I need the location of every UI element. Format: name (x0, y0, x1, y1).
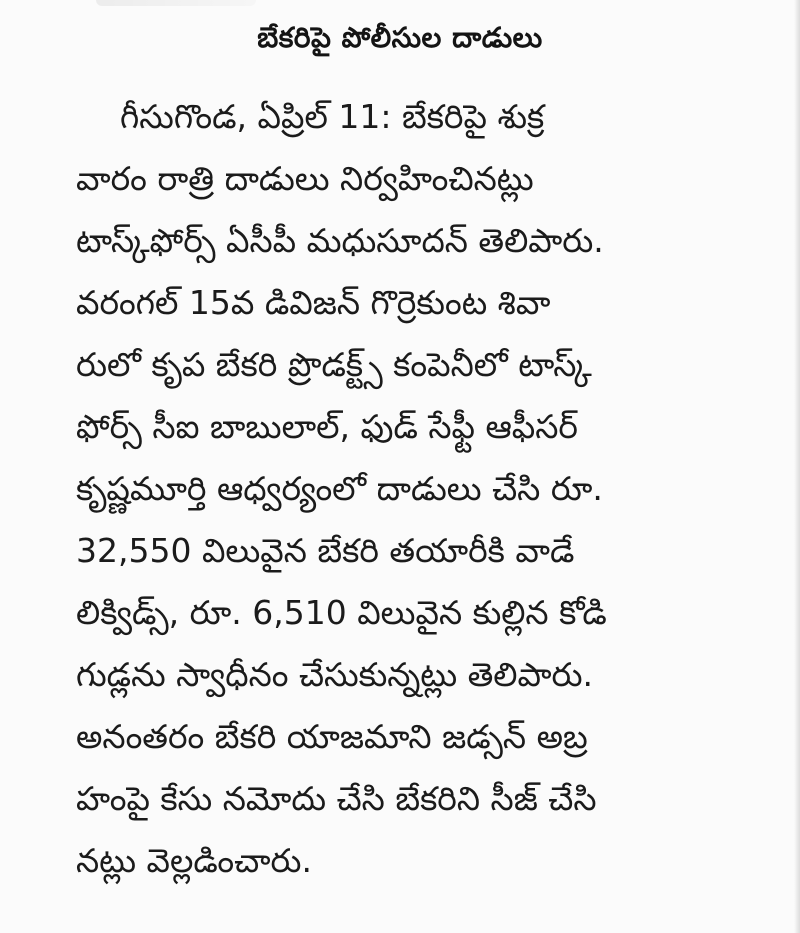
article-line: టాస్క్‌ఫోర్స్ ఏసీపీ మధుసూదన్ తెలిపారు. (76, 221, 604, 260)
article-line: వారం రాత్రి దాడులు నిర్వహించినట్లు (76, 159, 534, 198)
article-line: ఫోర్స్ సీఐ బాబులాల్, ఫుడ్ సేఫ్టీ ఆఫీసర్ (76, 407, 579, 446)
scan-edge-shadow (794, 0, 800, 933)
article-line: హంపై కేసు నమోదు చేసి బేకరిని సీజ్ చేసి (76, 779, 597, 818)
article-line: గీసుగొండ, ఏప్రిల్ 11: బేకరిపై శుక్ర (120, 97, 545, 136)
article-line: గుడ్లను స్వాధీనం చేసుకున్నట్లు తెలిపారు. (76, 655, 593, 694)
headline: బేకరిపై పోలీసుల దాడులు (257, 21, 543, 54)
article-line: రులో కృప బేకరి ప్రొడక్ట్స్ కంపెనీలో టాస్క్ (76, 345, 592, 384)
article-line: నట్లు వెల్లడించారు. (76, 841, 312, 880)
article-line: లిక్విడ్స్, రూ. 6,510 విలువైన కుల్లిన కోడి (76, 593, 607, 632)
article-line: వరంగల్ 15వ డివిజన్ గొర్రెకుంట శివా (76, 283, 551, 322)
article-line: అనంతరం బేకరి యాజమాని జడ్సన్ అబ్ర (76, 717, 588, 756)
article-line: కృష్ణమూర్తి ఆధ్వర్యంలో దాడులు చేసి రూ. (76, 469, 603, 508)
cut-edge-artifact (96, 0, 256, 6)
article-line: 32,550 విలువైన బేకరి తయారీకి వాడే (76, 531, 575, 570)
article-body (76, 86, 776, 892)
